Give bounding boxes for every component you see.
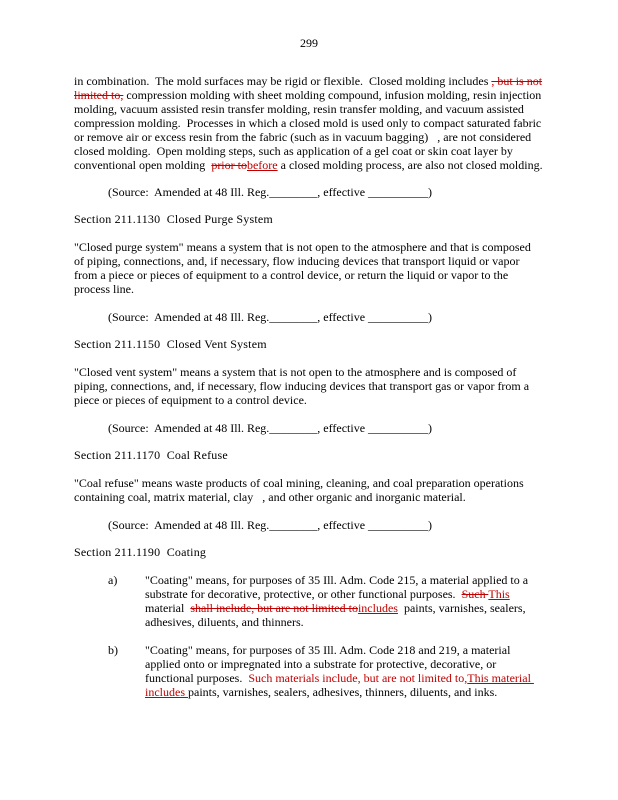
source-note: (Source: Amended at 48 Ill. Reg.________, effective __________) — [108, 185, 433, 199]
text-line: or remove air or excess resin from the fabric (such as in vacuum bagging) , are not considered — [74, 130, 532, 144]
text-run: functional purposes. — [145, 671, 249, 685]
text-line: "Closed purge system" means a system that is not open to the atmosphere and that is composed — [74, 240, 531, 254]
text-line: molding, vacuum assisted resin transfer molding, resin transfer molding, and vacuum assisted — [74, 102, 524, 116]
text-line: adhesives, diluents, and thinners. — [145, 615, 304, 629]
coating-b-paragraph — [145, 643, 545, 699]
text-line: "Closed vent system" means a system that is not open to the atmosphere and is composed of — [74, 365, 517, 379]
text-line: "Coal refuse" means waste products of coal mining, cleaning, and coal preparation operations — [74, 476, 524, 490]
inserted-text: This material — [467, 671, 534, 685]
text-line: closed molding. Open molding steps, such as application of a gel coat or skin coat layer by — [74, 144, 513, 158]
inserted-text: includes — [145, 685, 188, 699]
source-note: (Source: Amended at 48 Ill. Reg.________, effective __________) — [108, 421, 433, 435]
text-run: paints, varnishes, sealers, adhesives, thinners, diluents, and inks. — [188, 685, 498, 699]
text-run: material — [145, 601, 191, 615]
inserted-text: before — [246, 158, 278, 172]
deleted-text: prior to — [211, 158, 247, 172]
text-line: "Coating" means, for purposes of 35 Ill. Adm. Code 215, a material applied to a — [145, 573, 529, 587]
source-note: (Source: Amended at 48 Ill. Reg.________, effective __________) — [108, 310, 433, 324]
subsection-label: a) — [108, 573, 118, 587]
closed-molding-paragraph — [74, 74, 548, 172]
text-line: of piping, connections, and, if necessary, flow inducing devices that transport liquid or vapor — [74, 254, 520, 268]
deleted-text: shall include, but are not limited to — [190, 601, 358, 615]
coal-refuse-paragraph — [74, 476, 548, 504]
coating-a-paragraph — [145, 573, 545, 629]
inserted-text: includes — [357, 601, 398, 615]
text-run: conventional open molding — [74, 158, 212, 172]
subsection-label: b) — [108, 643, 118, 657]
text-run: substrate for decorative, protective, or other functional purposes. — [145, 587, 462, 601]
text-line: process line. — [74, 282, 134, 296]
text-line: compression molding. Processes in which a closed mold is used only to compact saturated fabric — [74, 116, 542, 130]
text-line: applied onto or impregnated into a substrate for protective, decorative, or — [145, 657, 497, 671]
section-heading: Section 211.1130 Closed Purge System — [74, 212, 273, 226]
source-note: (Source: Amended at 48 Ill. Reg.________, effective __________) — [108, 518, 433, 532]
changed-text: Such materials include, but are not limited to, — [248, 671, 468, 685]
page-number: 299 — [300, 36, 318, 50]
text-run: a closed molding process, are also not closed molding. — [277, 158, 543, 172]
text-line: from a piece or pieces of equipment to a control device, or return the liquid or vapor to the — [74, 268, 509, 282]
deleted-text: , but is not — [491, 74, 543, 88]
text-run: paints, varnishes, sealers, — [397, 601, 526, 615]
inserted-text: This — [488, 587, 510, 601]
text-run: in combination. The mold surfaces may be rigid or flexible. Closed molding includes — [74, 74, 492, 88]
text-line: "Coating" means, for purposes of 35 Ill. Adm. Code 218 and 219, a material — [145, 643, 511, 657]
closed-vent-paragraph — [74, 365, 548, 407]
deleted-text: Such — [461, 587, 489, 601]
section-heading: Section 211.1190 Coating — [74, 545, 207, 559]
text-run: compression molding with sheet molding compound, infusion molding, resin injection — [123, 88, 542, 102]
text-line: piping, connections, and, if necessary, flow inducing devices that transport gas or vapor from a — [74, 379, 530, 393]
closed-purge-paragraph — [74, 240, 548, 296]
section-heading: Section 211.1170 Coal Refuse — [74, 448, 228, 462]
deleted-text: limited to, — [74, 88, 124, 102]
section-heading: Section 211.1150 Closed Vent System — [74, 337, 267, 351]
text-line: containing coal, matrix material, clay , and other organic and inorganic material. — [74, 490, 466, 504]
text-line: piece or pieces of equipment to a control device. — [74, 393, 307, 407]
